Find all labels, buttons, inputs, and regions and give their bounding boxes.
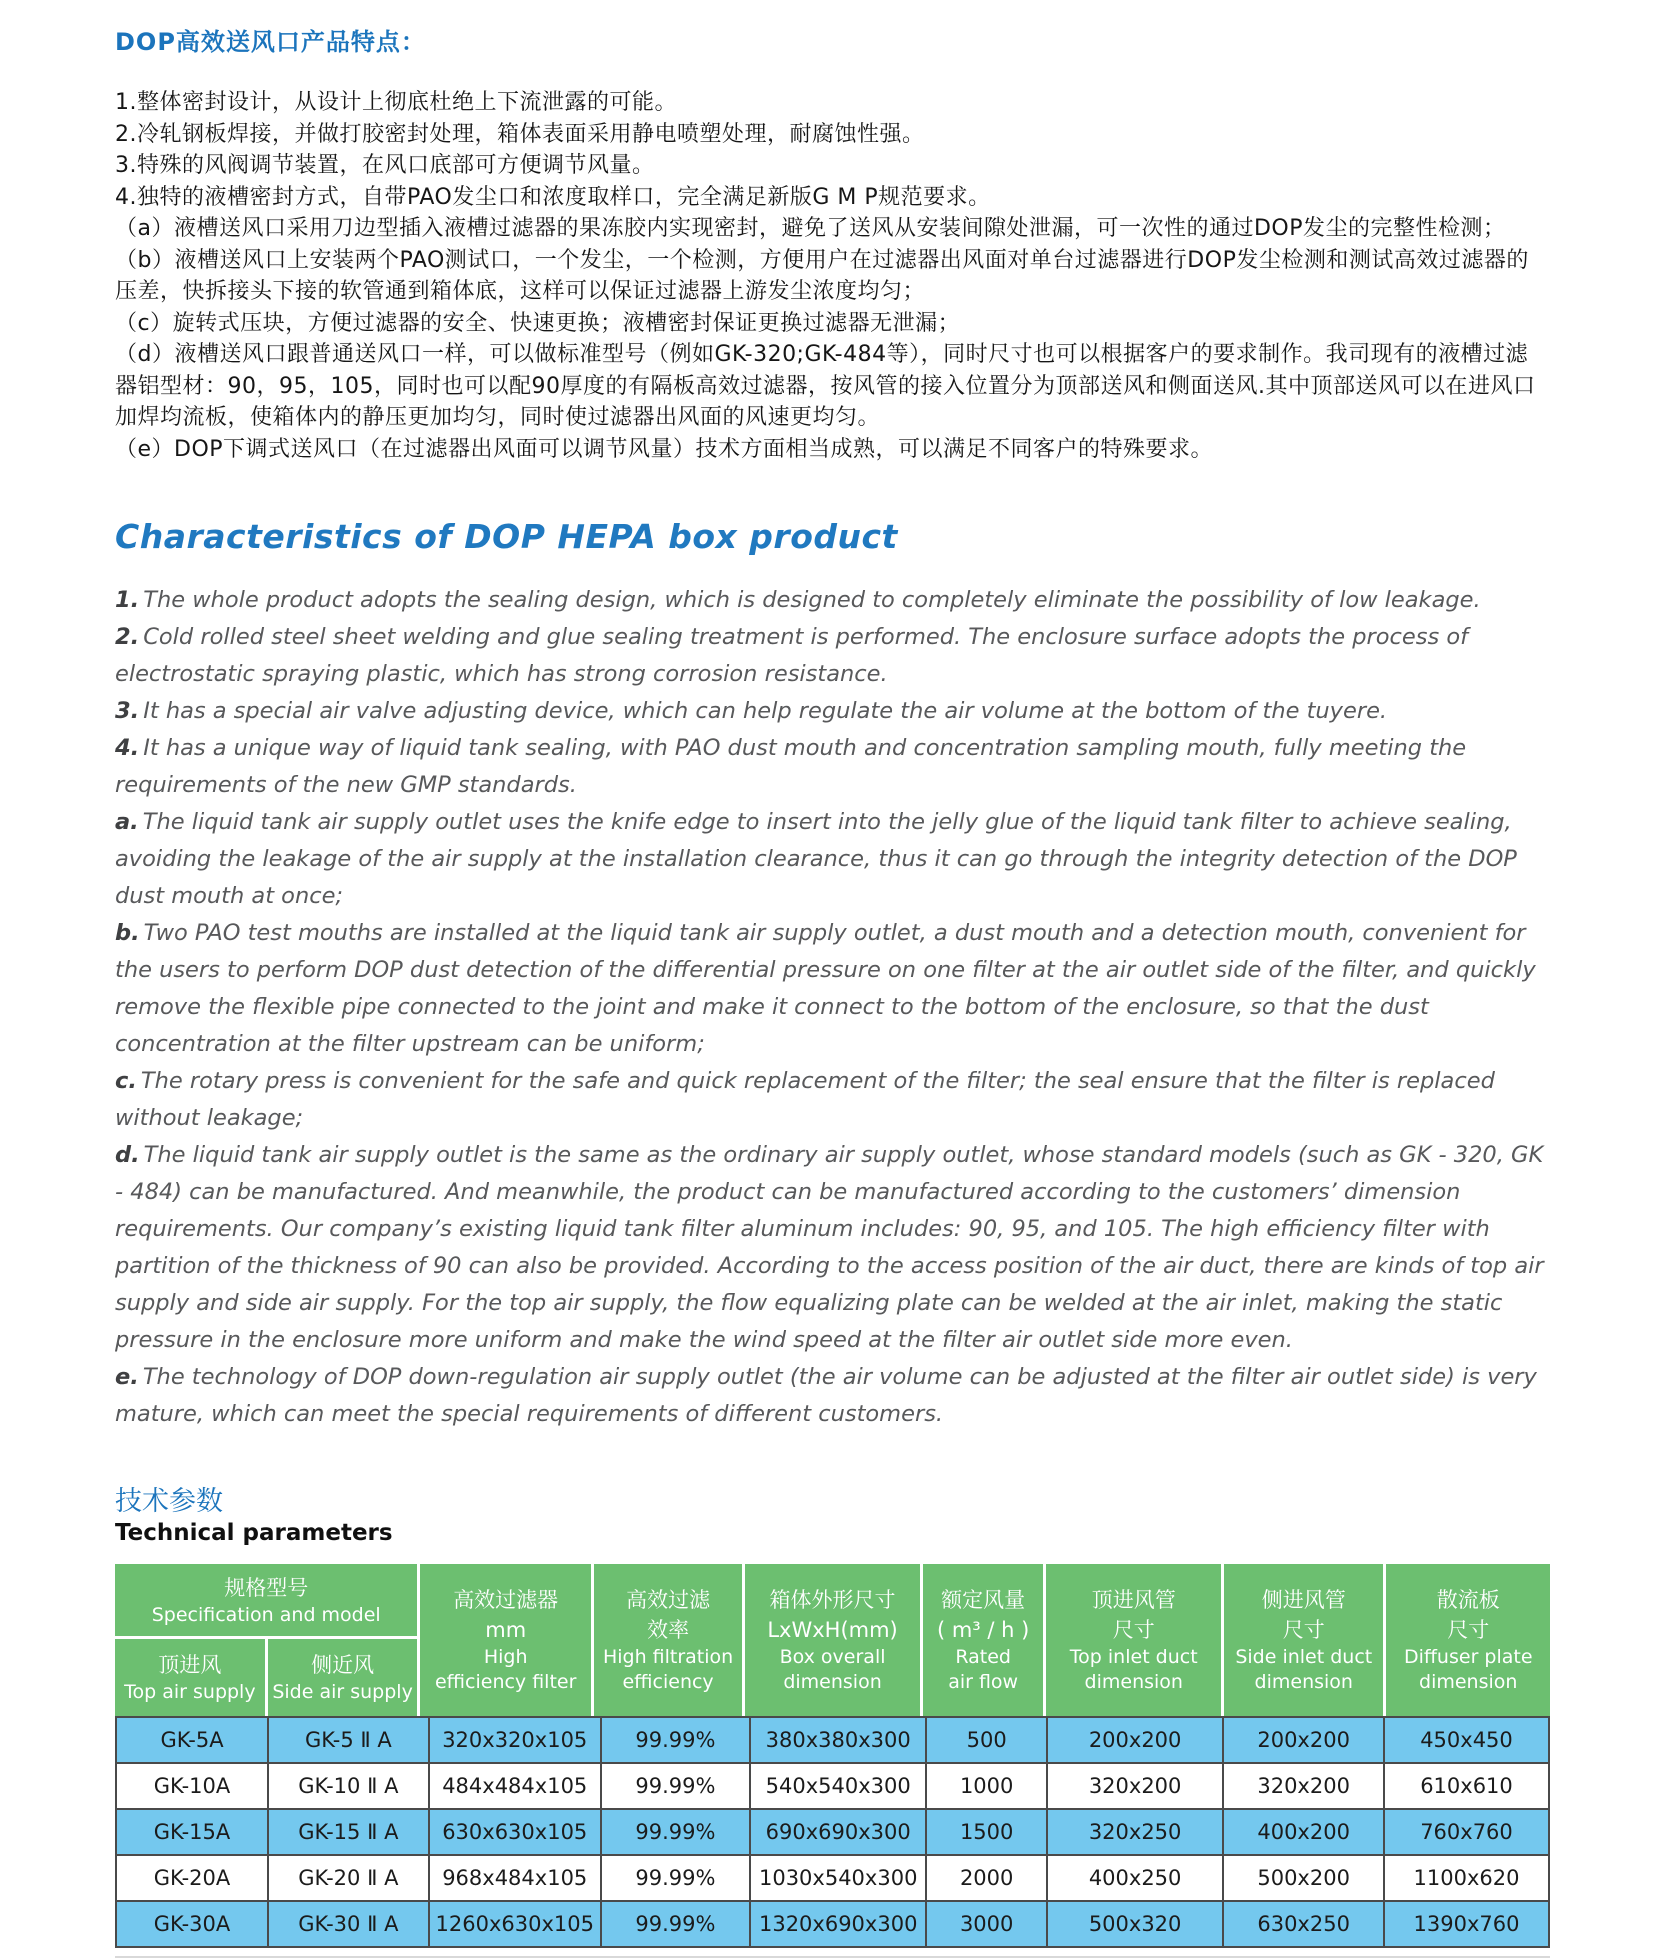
cell-rated-airflow: 2000 [926,1855,1046,1901]
table-header [115,1564,1550,1716]
header-side-air-supply: 侧近风 Side air supply [268,1639,418,1716]
en-feature-text: It has a special air valve adjusting device, which can help regulate the air volume at the bottom of the tuyere. [143,698,1388,724]
en-feature-prefix: 1. [115,587,140,613]
table-row [116,1717,1549,1763]
cell-efficiency: 99.99% [601,1901,750,1947]
en-feature-list [115,582,1550,1433]
en-feature-item [115,693,1550,730]
en-feature-prefix: c. [115,1068,137,1094]
cell-rated-airflow: 3000 [926,1901,1046,1947]
en-feature-item [115,582,1550,619]
en-feature-item [115,1063,1550,1137]
cell-model-top: GK-10A [116,1763,268,1809]
cell-model-side: GK-10 Ⅱ A [268,1763,429,1809]
cell-box-dimension: 1030x540x300 [750,1855,926,1901]
en-feature-prefix: 3. [115,698,140,724]
cn-feature-item: （c）旋转式压块，方便过滤器的安全、快速更换；液槽密封保证更换过滤器无泄漏； [115,310,961,336]
cell-model-top: GK-15A [116,1809,268,1855]
cell-top-duct: 320x200 [1047,1763,1223,1809]
en-feature-text: The rotary press is convenient for the safe and quick replacement of the filter; the seal ensure that the filter is replaced without leakage; [115,1068,1495,1131]
en-feature-item [115,915,1550,1063]
tech-params-title-en: Technical parameters [115,1520,393,1546]
header-top-air-supply: 顶进风 Top air supply [115,1639,265,1716]
header-box-dimension: 箱体外形尺寸 LxWxH(mm) Box overall dimension [745,1564,920,1716]
cell-model-top: GK-5A [116,1717,268,1763]
en-feature-prefix: 4. [115,735,140,761]
en-feature-prefix: 2. [115,624,140,650]
header-hepa-filter: 高效过滤器 mm High efficiency filter [420,1564,590,1716]
en-feature-prefix: d. [115,1142,140,1168]
en-feature-item [115,1137,1550,1359]
cell-side-duct: 500x200 [1223,1855,1384,1901]
cell-side-duct: 200x200 [1223,1717,1384,1763]
cell-box-dimension: 380x380x300 [750,1717,926,1763]
cn-feature-list [115,87,1550,465]
cn-feature-item: （e）DOP下调式送风口（在过滤器出风面可以调节风量）技术方面相当成熟，可以满足不同客户的特殊要求。 [115,436,1214,462]
cell-side-duct: 630x250 [1223,1901,1384,1947]
cell-filter-size: 1260x630x105 [429,1901,601,1947]
header-side-inlet-duct: 侧进风管 尺寸 Side inlet duct dimension [1224,1564,1383,1716]
en-feature-prefix: e. [115,1364,139,1390]
table-row [116,1855,1549,1901]
cell-efficiency: 99.99% [601,1855,750,1901]
header-top-inlet-duct: 顶进风管 尺寸 Top inlet duct dimension [1046,1564,1221,1716]
technical-parameters-table [115,1564,1550,1948]
cn-feature-item: （d）液槽送风口跟普通送风口一样，可以做标准型号（例如GK-320;GK-484等），同时尺寸也可以根据客户的要求制作。我司现有的液槽过滤器铝型材：90，95，105，同时也可以配90厚度的有隔板高效过滤器，按风管的接入位置分为顶部送风和侧面送风.其中顶部送风可以在进风口加焊均流板，使箱体内的静压更加均匀，同时使过滤器出风面的风速更均匀。 [115,342,1536,430]
en-feature-text: The liquid tank air supply outlet is the same as the ordinary air supply outlet, whose standard models (such as GK - 320, GK - 484) can be manufactured. And meanwhile, the product can be manufactured according to the customers’ dimension requirements. Our company’s existing liquid tank filter aluminum includes: 90, 95, and 105. The high efficiency filter with partition of the thickness of 90 can also be provided. According to the access position of the air duct, there are kinds of top air supply and side air supply. For the top air supply, the flow equalizing plate can be welded at the air inlet, making the static pressure in the enclosure more uniform and make the wind speed at the filter air outlet side more even. [115,1142,1544,1353]
en-section-title: Characteristics of DOP HEPA box product [115,517,898,556]
en-feature-prefix: a. [115,809,139,835]
cn-feature-item: （a）液槽送风口采用刀边型插入液槽过滤器的果冻胶内实现密封，避免了送风从安装间隙处泄漏，可一次性的通过DOP发尘的完整性检测； [115,216,1506,241]
en-feature-text: Two PAO test mouths are installed at the liquid tank air supply outlet, a dust mouth and a detection mouth, convenient for the users to perform DOP dust detection of the differential pressure on one filter at the air outlet side of the filter, and quickly remove the flexible pipe connected to the joint and make it connect to the bottom of the enclosure, so that the dust concentration at the filter upstream can be uniform; [115,920,1536,1057]
cell-diffuser: 450x450 [1384,1717,1549,1763]
cn-feature-item: 1.整体密封设计，从设计上彻底杜绝上下流泄露的可能。 [115,90,677,115]
en-feature-item [115,730,1550,804]
header-spec-model: 规格型号 Specification and model [115,1564,417,1636]
cell-top-duct: 320x250 [1047,1809,1223,1855]
cell-filter-size: 968x484x105 [429,1855,601,1901]
cell-top-duct: 400x250 [1047,1855,1223,1901]
cell-diffuser: 1100x620 [1384,1855,1549,1901]
table-row [116,1809,1549,1855]
en-feature-text: The technology of DOP down-regulation air supply outlet (the air volume can be adjusted at the filter air outlet side) is very mature, which can meet the special requirements of different customers. [115,1364,1537,1427]
en-feature-text: It has a unique way of liquid tank sealing, with PAO dust mouth and concentration sampling mouth, fully meeting the requirements of the new GMP standards. [115,735,1467,798]
cell-model-top: GK-30A [116,1901,268,1947]
cell-model-top: GK-20A [116,1855,268,1901]
cell-filter-size: 320x320x105 [429,1717,601,1763]
en-feature-prefix: b. [115,920,140,946]
cell-model-side: GK-15 Ⅱ A [268,1809,429,1855]
cell-diffuser: 760x760 [1384,1809,1549,1855]
cell-filter-size: 484x484x105 [429,1763,601,1809]
header-rated-airflow: 额定风量 ( m³ / h ) Rated air flow [923,1564,1044,1716]
cell-filter-size: 630x630x105 [429,1809,601,1855]
cell-side-duct: 400x200 [1223,1809,1384,1855]
cn-feature-item: 3.特殊的风阀调节装置，在风口底部可方便调节风量。 [115,153,655,178]
header-diffuser-plate: 散流板 尺寸 Diffuser plate dimension [1386,1564,1550,1716]
cell-efficiency: 99.99% [601,1763,750,1809]
cell-side-duct: 320x200 [1223,1763,1384,1809]
en-feature-text: The whole product adopts the sealing design, which is designed to completely eliminate the possibility of low leakage. [143,587,1481,613]
en-feature-item [115,804,1550,915]
cell-model-side: GK-30 Ⅱ A [268,1901,429,1947]
en-feature-item [115,1359,1550,1433]
en-feature-item [115,619,1550,693]
cell-top-duct: 500x320 [1047,1901,1223,1947]
cell-rated-airflow: 1500 [926,1809,1046,1855]
table-row [116,1901,1549,1947]
cell-diffuser: 610x610 [1384,1763,1549,1809]
cell-box-dimension: 690x690x300 [750,1809,926,1855]
table-row [116,1763,1549,1809]
header-filtration-efficiency: 高效过滤 效率 High filtration efficiency [594,1564,742,1716]
cn-feature-item: 4.独特的液槽密封方式，自带PAO发尘口和浓度取样口，完全满足新版G M P规范要求。 [115,184,991,210]
cell-efficiency: 99.99% [601,1717,750,1763]
cn-product-features-title: DOP高效送风口产品特点： [115,28,426,56]
cell-top-duct: 200x200 [1047,1717,1223,1763]
cell-model-side: GK-5 Ⅱ A [268,1717,429,1763]
cell-rated-airflow: 1000 [926,1763,1046,1809]
en-feature-text: The liquid tank air supply outlet uses the knife edge to insert into the jelly glue of the liquid tank filter to achieve sealing, avoiding the leakage of the air supply at the installation clearance, thus it can go through the integrity detection of the DOP dust mouth at once; [115,809,1517,909]
cell-box-dimension: 1320x690x300 [750,1901,926,1947]
cn-feature-item: （b）液槽送风口上安装两个PAO测试口，一个发尘，一个检测，方便用户在过滤器出风面对单台过滤器进行DOP发尘检测和测试高效过滤器的压差，快拆接头下接的软管通到箱体底，这样可以保证过滤器上游发尘浓度均匀； [115,247,1529,304]
cn-feature-item: 2.冷轧钢板焊接，并做打胶密封处理，箱体表面采用静电喷塑处理，耐腐蚀性强。 [115,121,925,147]
tech-params-title-cn: 技术参数 [115,1486,223,1517]
cell-model-side: GK-20 Ⅱ A [268,1855,429,1901]
cell-efficiency: 99.99% [601,1809,750,1855]
header-spec-group [115,1564,417,1716]
cell-diffuser: 1390x760 [1384,1901,1549,1947]
table-body [115,1716,1550,1948]
cell-box-dimension: 540x540x300 [750,1763,926,1809]
header-spec-subrow [115,1639,417,1716]
cell-rated-airflow: 500 [926,1717,1046,1763]
en-feature-text: Cold rolled steel sheet welding and glue sealing treatment is performed. The enclosure surface adopts the process of electrostatic spraying plastic, which has strong corrosion resistance. [115,624,1469,687]
